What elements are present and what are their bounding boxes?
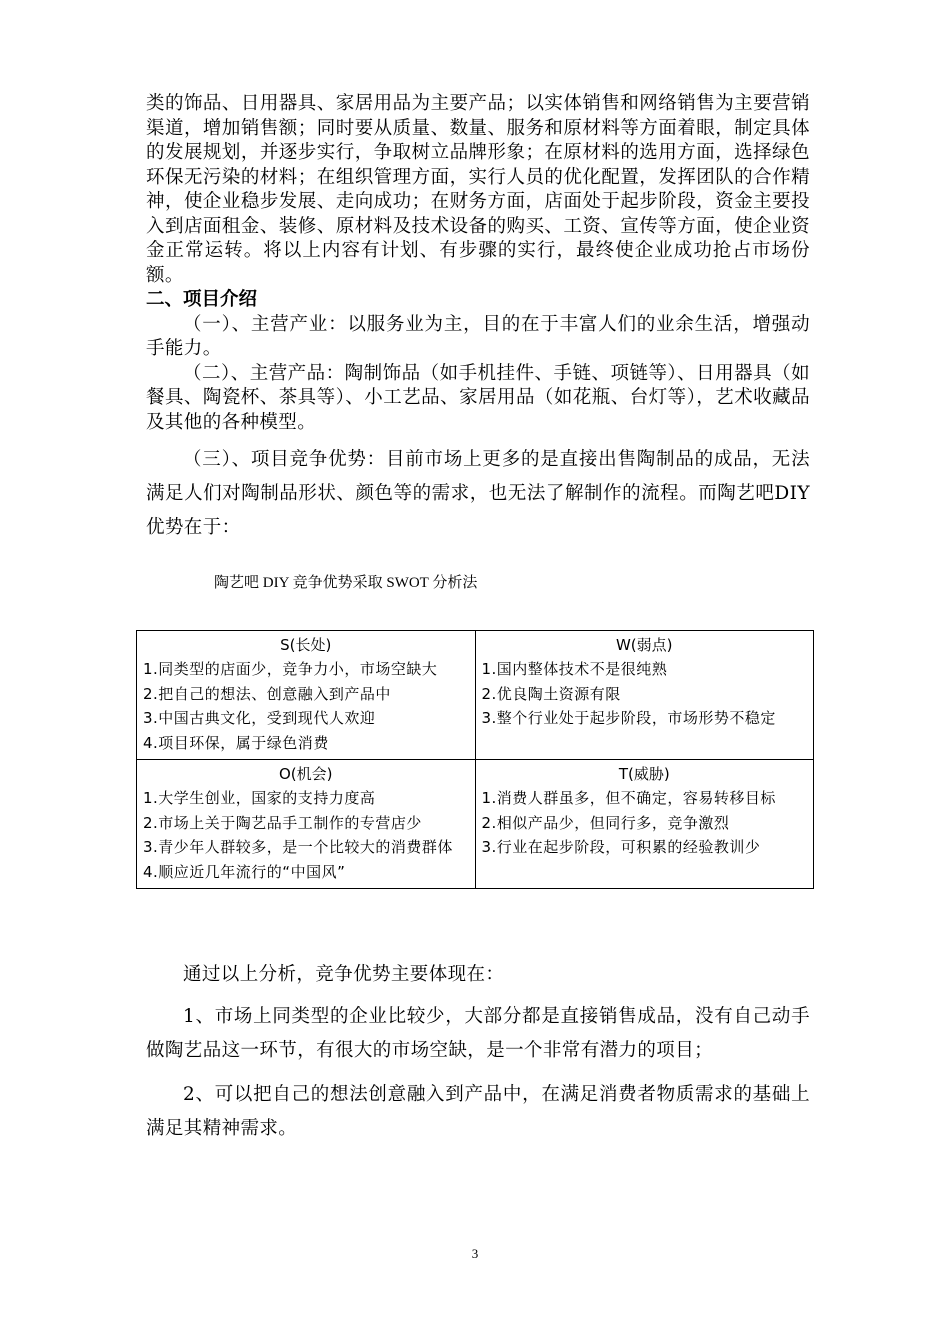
conclusion-point-2: 2、可以把自己的想法创意融入到产品中，在满足消费者物质需求的基础上满足其精神需求。: [146, 1084, 810, 1139]
strength-item: 1.同类型的店面少，竞争力小，市场空缺大: [143, 660, 438, 678]
opportunities-title: O(机会): [278, 765, 333, 783]
conclusion-lead: 通过以上分析，竞争优势主要体现在：: [183, 964, 505, 985]
section-heading: 二、项目介绍: [146, 289, 258, 310]
conclusion-point-1: 1、市场上同类型的企业比较少，大部分都是直接销售成品，没有自己动手做陶艺品这一环节，有很大的市场空缺，是一个非常有潜力的项目；: [146, 1006, 810, 1061]
strength-item: 3.中国古典文化，受到现代人欢迎: [143, 709, 376, 727]
swot-opportunities-cell: [137, 760, 476, 889]
threat-item: 3.行业在起步阶段，可积累的经验教训少: [481, 838, 761, 856]
weakness-item: 3.整个行业处于起步阶段，市场形势不稳定: [481, 709, 776, 727]
document-body: [146, 92, 810, 606]
opportunity-item: 2.市场上关于陶艺品手工制作的专营店少: [143, 813, 422, 832]
swot-weaknesses-cell: [475, 631, 814, 760]
swot-table: [136, 630, 814, 889]
swot-threats-cell: [475, 760, 814, 889]
weaknesses-title: W(弱点): [615, 636, 673, 654]
swot-strengths-cell: [137, 631, 476, 760]
strength-item: 4.项目环保，属于绿色消费: [143, 733, 329, 752]
weakness-item: 1.国内整体技术不是很纯熟: [481, 660, 668, 678]
main-industry-paragraph: （一）、主营产业：以服务业为主，目的在于丰富人们的业余生活，增强动手能力。: [146, 313, 810, 359]
opportunity-item: 4.顺应近几年流行的“中国风”: [143, 862, 346, 881]
page-number: 3: [471, 1246, 479, 1261]
threats-title: T(威胁): [618, 765, 670, 783]
strengths-title: S(长处): [280, 636, 332, 654]
competitive-advantage-paragraph: （三）、项目竞争优势：目前市场上更多的是直接出售陶制品的成品，无法满足人们对陶制品形状、颜色等的需求，也无法了解制作的流程。而陶艺吧DIY优势在于：: [146, 449, 810, 538]
table-caption: 陶艺吧 DIY 竞争优势采取 SWOT 分析法: [214, 575, 478, 591]
weakness-item: 2.优良陶土资源有限: [481, 684, 621, 703]
threat-item: 2.相似产品少，但同行多，竞争激烈: [481, 813, 730, 832]
threat-item: 1.消费人群虽多，但不确定，容易转移目标: [481, 789, 776, 807]
main-products-paragraph: （二）、主营产品：陶制饰品（如手机挂件、手链、项链等）、日用器具（如餐具、陶瓷杯、茶具等）、小工艺品、家居用品（如花瓶、台灯等），艺术收藏品及其他的各种模型。: [146, 362, 810, 433]
strength-item: 2.把自己的想法、创意融入到产品中: [143, 684, 391, 703]
intro-paragraph: 类的饰品、日用器具、家居用品为主要产品；以实体销售和网络销售为主要营销渠道，增加销售额；同时要从质量、数量、服务和原材料等方面着眼，制定具体的发展规划，并逐步实行，争取树立品牌形象；在原材料的选用方面，选择绿色环保无污染的材料；在组织管理方面，实行人员的优化配置，发挥团队的合作精神，使企业稳步发展、走向成功；在财务方面，店面处于起步阶段，资金主要投入到店面租金、装修、原材料及技术设备的购买、工资、宣传等方面，使企业资金正常运转。将以上内容有计划、有步骤的实行，最终使企业成功抢占市场份额。: [146, 93, 810, 286]
opportunity-item: 3.青少年人群较多，是一个比较大的消费群体: [143, 838, 453, 856]
conclusion-section: [146, 958, 810, 1146]
opportunity-item: 1.大学生创业，国家的支持力度高: [143, 789, 376, 807]
